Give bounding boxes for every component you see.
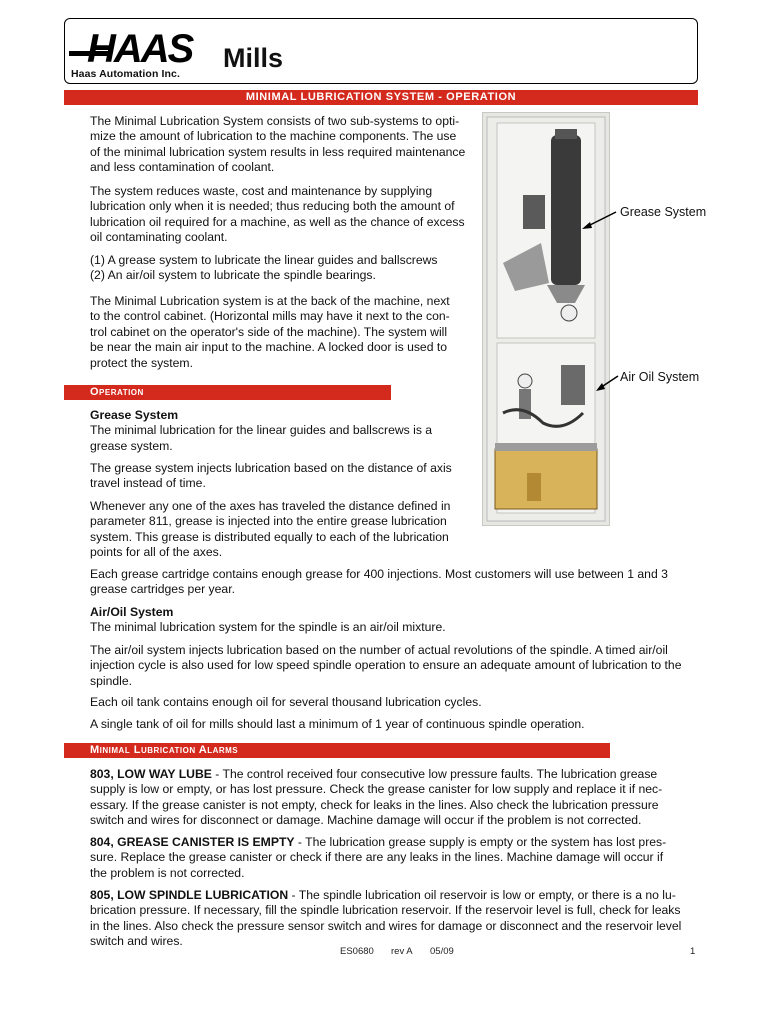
intro-paragraph-2: The system reduces waste, cost and maintenance by supplying lubrication only when it is needed; thus reducing both the amount of lubrication oil required for a machine, as well as the chance of excess oil contaminating coolant. (90, 184, 465, 245)
callout-arrows (580, 200, 620, 440)
footer-date: 05/09 (430, 946, 454, 957)
operation-heading: Operation (64, 385, 391, 400)
intro-paragraph-3: The Minimal Lubrication system is at the back of the machine, next to the control cabinet. (Horizontal mills may have it next to the con- trol cabinet on the operator's side of the machine). The system will be near the main air input to the machine. A locked door is used to protect the system. (90, 294, 450, 370)
page-title: Mills (223, 43, 284, 73)
alarm-804-code: 804, GREASE CANISTER IS EMPTY (90, 835, 295, 849)
footer-doc-id: ES0680 (340, 946, 374, 957)
footer-revision: rev A (391, 946, 413, 957)
alarm-805-code: 805, LOW SPINDLE LUBRICATION (90, 888, 289, 902)
page-header (64, 18, 698, 84)
alarm-803: 803, LOW WAY LUBE - The control received four consecutive low pressure faults. The lubrication grease supply is low or empty, or has lost pressure. Check the grease canister for low supply and replace it if nec- essary. If the grease canister is not empty, check for leaks in the lines. Also check the lubrication pressure switch and wires for disconnect or damage. Machine damage will occur if the problem is not corrected. (90, 767, 663, 828)
air-oil-system-callout: Air Oil System (620, 370, 700, 384)
grease-title: Grease System (90, 408, 179, 422)
grease-paragraph-2: The grease system injects lubrication based on the distance of axis travel instead of time. (90, 461, 452, 491)
grease-paragraph-3: Whenever any one of the axes has traveled the distance defined in parameter 811, grease is injected into the entire grease lubrication system. This grease is distributed equally to each of the lubrication points for all of the axes. (90, 499, 451, 560)
airoil-section: Air/Oil System The minimal lubrication system for the spindle is an air/oil mixture. (90, 605, 446, 635)
company-name: Haas Automation Inc. (71, 68, 180, 80)
footer-page-number: 1 (690, 946, 696, 957)
alarms-heading: Minimal Lubrication Alarms (64, 743, 610, 758)
alarm-805: 805, LOW SPINDLE LUBRICATION - The spindle lubrication oil reservoir is low or empty, or there is a no lu- brication pressure. If necessary, fill the spindle lubrication reservoir. If the reservoir level is full, check for leaks in the lines. Also check the pressure sensor switch and wires for damage or disconnect and the reservoir level switch and wires. (90, 888, 682, 949)
airoil-paragraph-3: Each oil tank contains enough oil for several thousand lubrication cycles. (90, 695, 482, 709)
section-banner: MINIMAL LUBRICATION SYSTEM - OPERATION (64, 90, 698, 105)
grease-section: Grease System The minimal lubrication for the linear guides and ballscrews is a grease system. (90, 408, 433, 453)
airoil-paragraph-2: The air/oil system injects lubrication based on the number of actual revolutions of the spindle. A timed air/oil injection cycle is also used for low speed spindle operation to ensure an adequate amount of lubrication to the spindle. (90, 643, 682, 688)
intro-list: (1) A grease system to lubricate the linear guides and ballscrews (2) An air/oil system to lubricate the spindle bearings. (90, 253, 438, 283)
intro-paragraph-1: The Minimal Lubrication System consists of two sub-systems to opti- mize the amount of lubrication to the machine components. The use of the minimal lubrication system results in less required maintenance and less contamination of coolant. (90, 114, 466, 175)
logo-text: HAAS (87, 27, 193, 67)
haas-logo-graphic (69, 25, 209, 67)
alarm-803-code: 803, LOW WAY LUBE (90, 767, 212, 781)
alarm-804: 804, GREASE CANISTER IS EMPTY - The lubrication grease supply is empty or the system has lost pres- sure. Replace the grease canister or check if there are any leaks in the lines. Machine damage will occur if the problem is not corrected. (90, 835, 667, 880)
airoil-paragraph-4: A single tank of oil for mills should last a minimum of 1 year of continuous spindle operation. (90, 717, 585, 731)
grease-system-callout: Grease System (620, 205, 707, 219)
airoil-title: Air/Oil System (90, 605, 174, 619)
grease-paragraph-4: Each grease cartridge contains enough grease for 400 injections. Most customers will use between 1 and 3 grease cartridges per year. (90, 567, 668, 597)
haas-logo (69, 25, 209, 80)
